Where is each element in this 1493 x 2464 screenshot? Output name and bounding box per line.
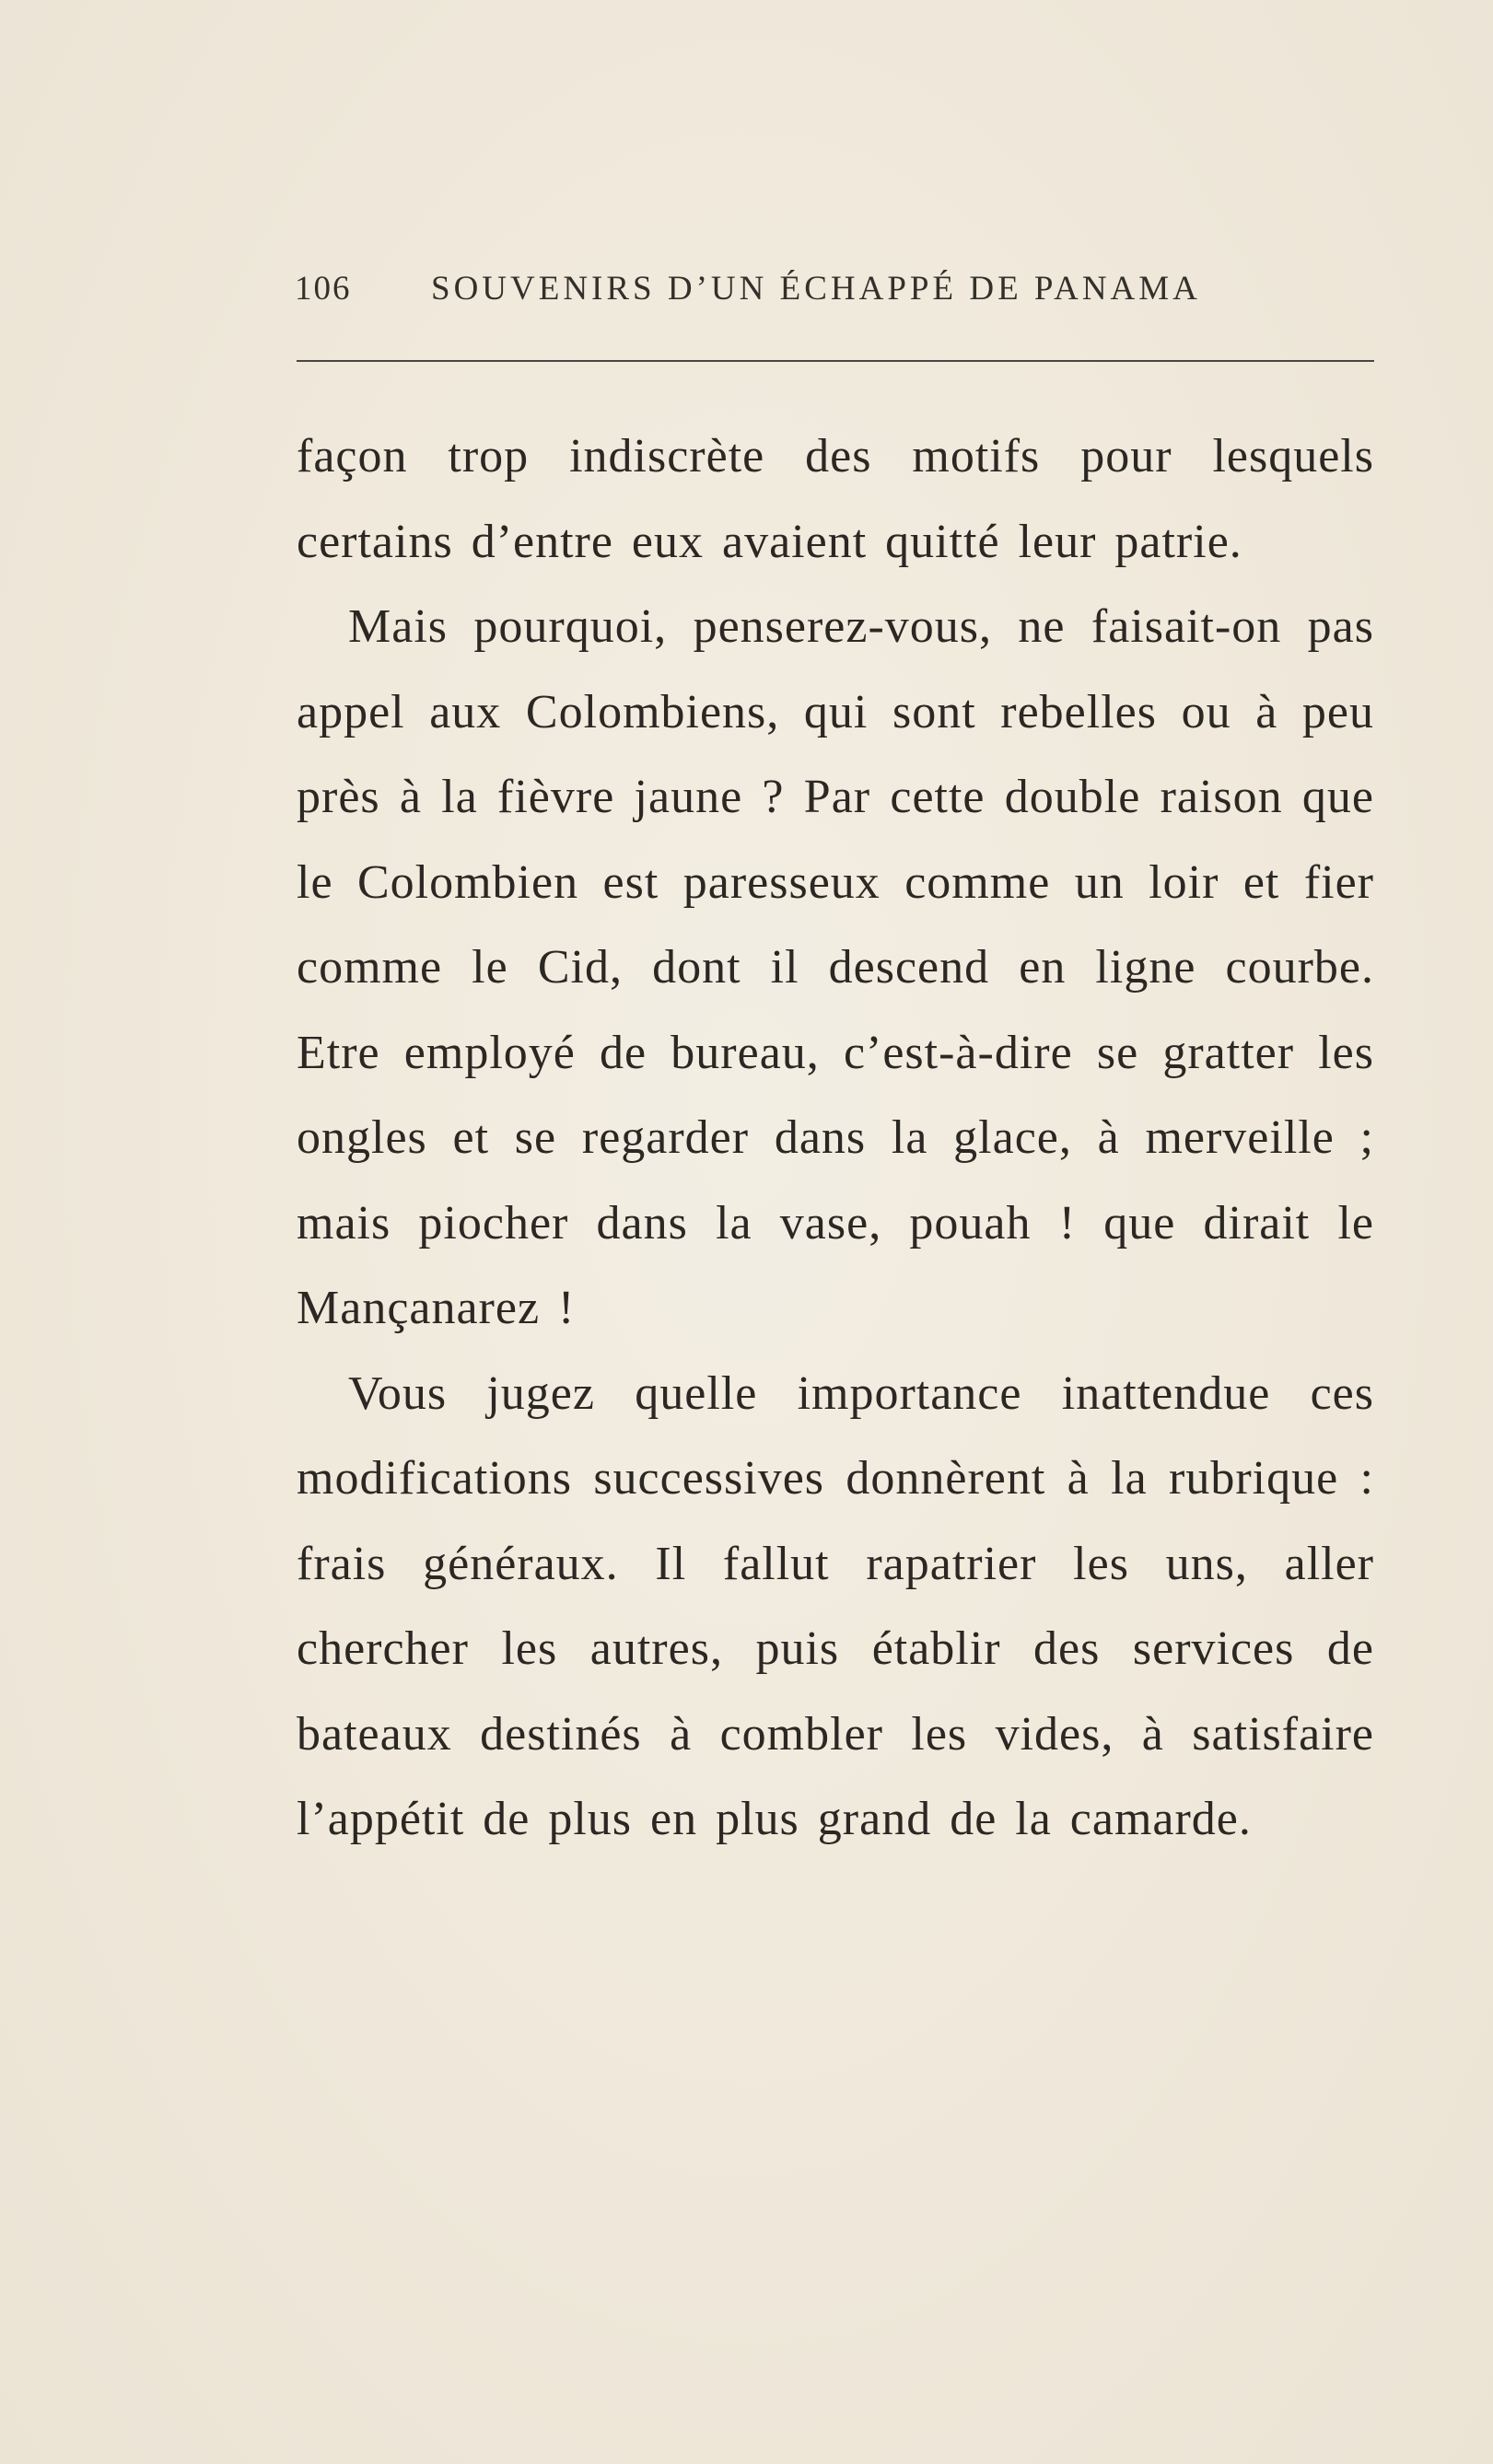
header-rule	[297, 360, 1374, 362]
body-text	[297, 414, 1374, 1863]
paragraph: Vous jugez quelle importance inattendue ces modifications successives donnèrent à la rubrique : frais généraux. Il fallut rapatrier les uns, aller chercher les autres, puis établir des services de bateaux destinés à combler les vides, à satisfaire l’appétit de plus en plus grand de la camarde.	[297, 1366, 1374, 1845]
running-title: SOUVENIRS D’UN ÉCHAPPÉ DE PANAMA	[431, 270, 1201, 308]
paragraph: Mais pourquoi, penserez-vous, ne faisait-on pas appel aux Colombiens, qui sont rebelles ou à peu près à la fièvre jaune ? Par cette double raison que le Colombien est paresseux comme un loir et fier comme le Cid, dont il descend en ligne courbe. Etre employé de bureau, c’est-à-dire se gratter les ongles et se regarder dans la glace, à merveille ; mais piocher dans la vase, pouah ! que dirait le Mançanarez !	[297, 600, 1374, 1334]
paragraph-continuation: façon trop indiscrète des motifs pour lesquels certains d’entre eux avaient quitté leur patrie.	[297, 430, 1374, 568]
page-header	[295, 269, 1374, 324]
page-number: 106	[295, 270, 352, 308]
